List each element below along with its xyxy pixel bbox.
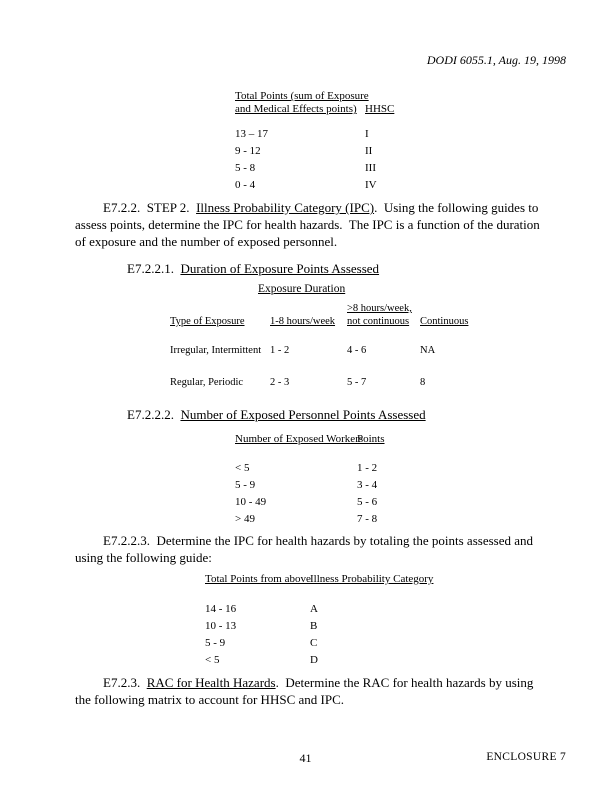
table-row [235,177,394,194]
hhsc-col2-header [365,103,394,116]
paragraph-underlined-title: RAC for Health Hazards [146,675,276,690]
column-header-label: 1-8 hours/week [270,316,336,327]
paragraph-lead: E7.2.2. STEP 2. [103,200,197,215]
section-heading-e7222 [127,407,426,423]
section-heading-e7221 [127,261,379,277]
table-row [170,342,468,360]
table-row [205,618,433,635]
paragraph-text: . Determine the RAC for health hazards by using the following matrix to account for HHSC and IPC. [75,675,537,707]
category-cell: D [310,654,318,666]
column-header-line1: >8 hours/week, [347,303,412,314]
points-range-cell: 5 - 8 [235,162,256,174]
table-header-row [205,571,433,588]
hhsc-value-cell: II [365,145,373,157]
workers-range-cell: 5 - 9 [235,479,256,491]
paragraph-underlined-title: Illness Probability Category (IPC) [196,200,375,215]
table-row [205,601,433,618]
hhsc-col1-header-line1: Total Points (sum of Exposure [235,90,369,102]
table-body [170,342,468,392]
workers-range-cell: > 49 [235,513,255,525]
table-title: Exposure Duration [258,283,346,295]
points-cell: 5 - 7 [347,377,367,388]
table-header-row [235,90,394,116]
paragraph-e722-step2 [75,199,545,250]
points-cell: 1 - 2 [357,462,378,474]
points-cell: 5 - 6 [357,496,378,508]
workers-col-header [235,431,364,448]
paragraph-e723 [75,674,545,708]
hhsc-points-table [235,90,394,194]
table-row [205,635,433,652]
column-header-long-duration [347,302,420,328]
category-cell: C [310,637,318,649]
points-range-cell: 5 - 9 [205,637,226,649]
enclosure-label: ENCLOSURE 7 [486,751,566,763]
points-cell: 3 - 4 [357,479,378,491]
ipc-col-header [310,571,433,588]
page-number: 41 [299,751,312,765]
exposed-workers-table [235,431,385,528]
points-cell: 4 - 6 [347,345,367,356]
column-header-short-duration [270,315,347,328]
hhsc-col1-header [235,90,369,116]
points-range-cell: 13 – 17 [235,128,268,140]
exposure-duration-table [170,283,468,392]
column-header-label: Illness Probability Category [310,573,434,585]
table-body [235,460,385,528]
category-cell: B [310,620,318,632]
hhsc-col2-header-label: HHSC [365,103,395,115]
total-points-col-header [205,571,310,588]
points-cell: 1 - 2 [270,345,290,356]
hhsc-value-cell: III [365,162,376,174]
points-cell: 8 [420,377,426,388]
points-col-header [357,431,385,448]
points-range-cell: 10 - 13 [205,620,237,632]
paragraph-e7223 [75,532,545,566]
column-header-type [170,315,270,328]
column-header-label: Points [357,433,385,445]
table-row [205,652,433,669]
column-header-line2: not continuous [347,316,410,327]
table-row [235,160,394,177]
hhsc-col1-header-line2: and Medical Effects points) [235,103,357,115]
points-cell: 7 - 8 [357,513,378,525]
table-row [235,460,385,477]
paragraph-text: . Using the following guides to assess points, determine the IPC for health hazards. The IPC is a function of the duration of exposure and the number of exposed personnel. [75,200,544,249]
paragraph-text: Determine the IPC for health hazards by totaling the points assessed and using the following guide: [75,533,537,565]
workers-range-cell: < 5 [235,462,250,474]
exposure-type-cell: Regular, Periodic [170,377,244,388]
paragraph-lead: E7.2.2.3. [103,533,157,548]
table-row [170,374,468,392]
column-header-label: Number of Exposed Workers [235,433,364,445]
table-body [235,126,394,194]
table-header-row [235,431,385,448]
hhsc-value-cell: I [365,128,369,140]
heading-title: Duration of Exposure Points Assessed [180,261,380,276]
heading-number: E7.2.2.2. [127,407,181,422]
hhsc-value-cell: IV [365,179,377,191]
table-row [235,494,385,511]
points-range-cell: 0 - 4 [235,179,256,191]
ipc-guide-table [205,571,433,669]
column-header-continuous [420,315,468,328]
table-row [235,511,385,528]
column-header-label: Continuous [420,316,469,327]
table-row [235,477,385,494]
paragraph-lead: E7.2.3. [103,675,147,690]
table-row [235,143,394,160]
points-cell: 2 - 3 [270,377,290,388]
table-row [235,126,394,143]
heading-title: Number of Exposed Personnel Points Assessed [180,407,426,422]
column-header-label: Total Points from above [205,573,311,585]
heading-number: E7.2.2.1. [127,261,181,276]
points-range-cell: < 5 [205,654,220,666]
exposure-type-cell: Irregular, Intermittent [170,345,262,356]
workers-range-cell: 10 - 49 [235,496,267,508]
table-body [205,601,433,669]
doc-reference: DODI 6055.1, Aug. 19, 1998 [426,53,566,67]
table-header-row [170,302,468,328]
column-header-label: Type of Exposure [170,316,245,327]
points-range-cell: 14 - 16 [205,603,237,615]
points-cell: NA [420,345,436,356]
points-range-cell: 9 - 12 [235,145,261,157]
category-cell: A [310,603,318,615]
